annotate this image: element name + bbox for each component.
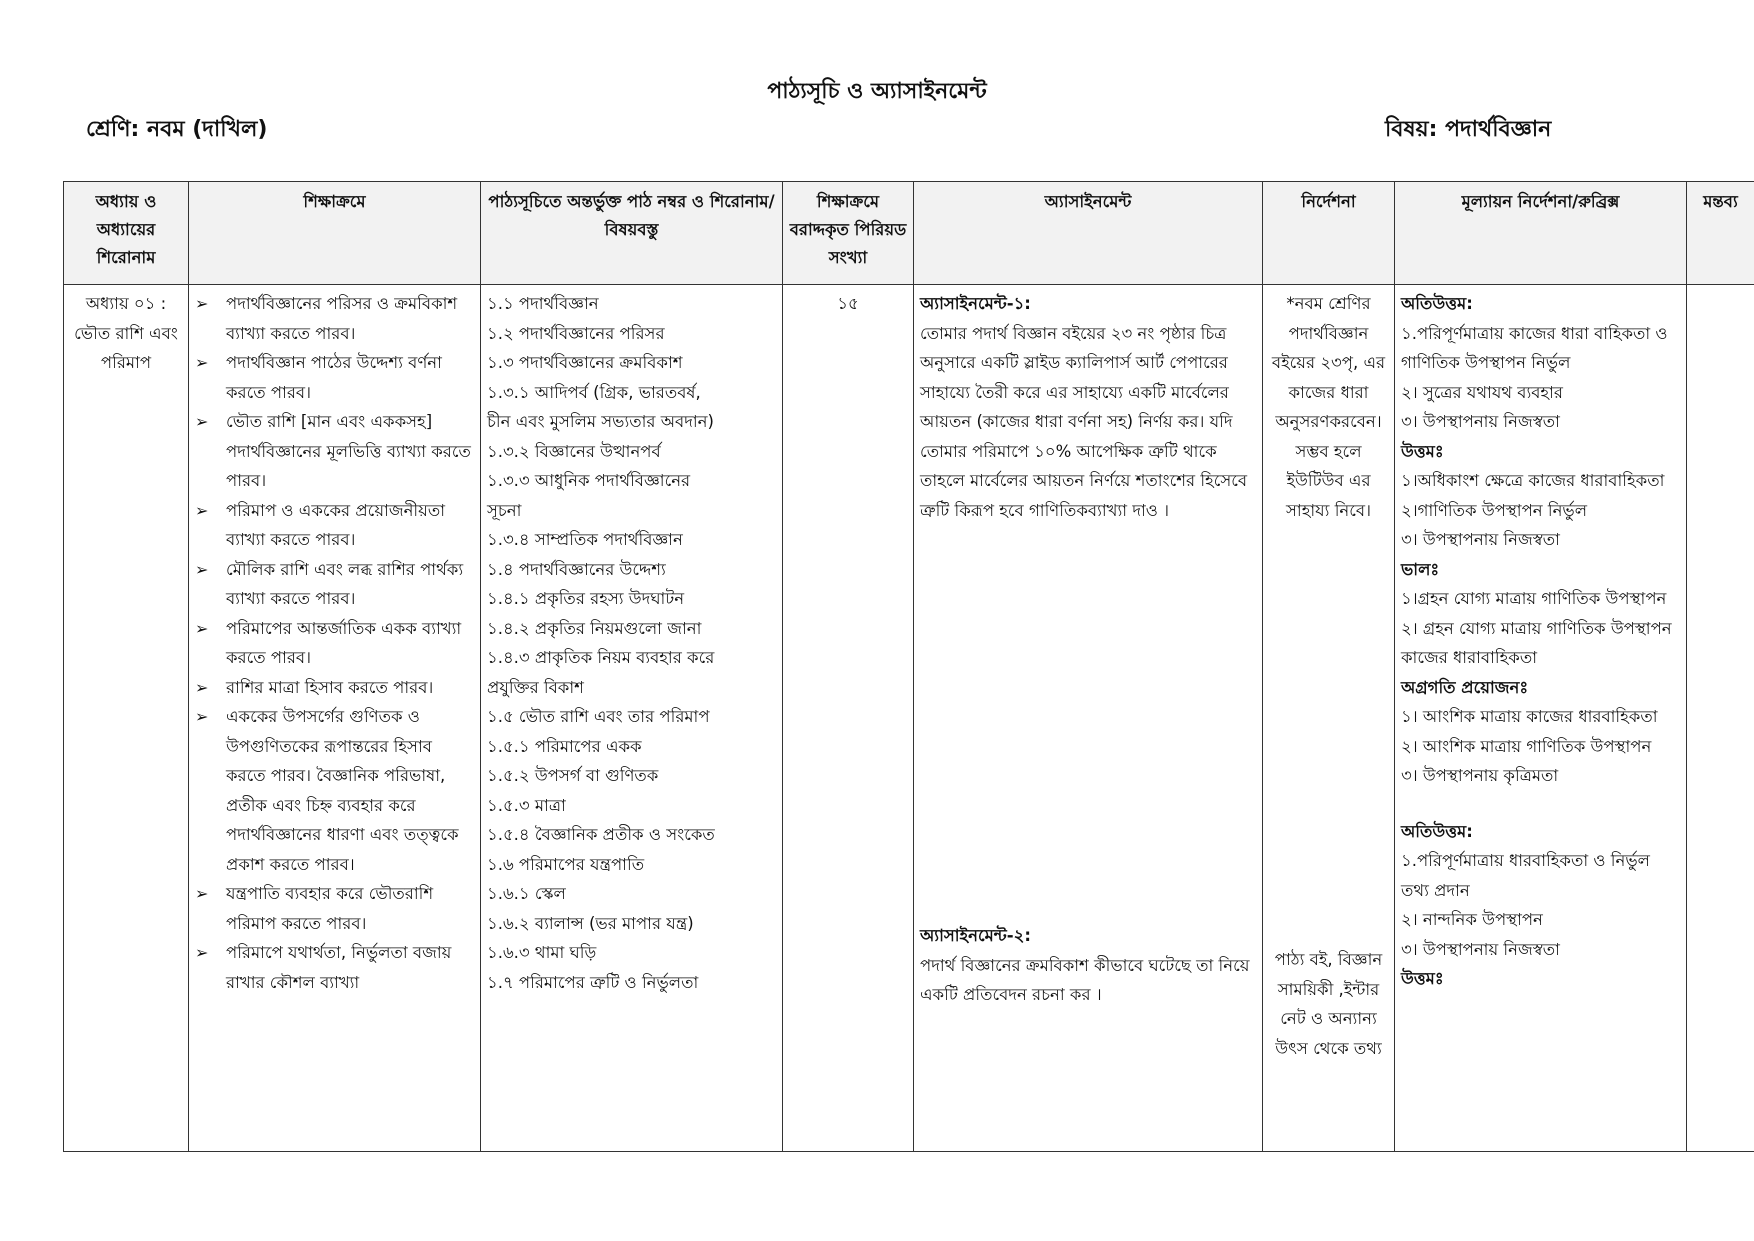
list-item: প্রযুক্তির বিকাশ: [487, 677, 584, 697]
list-item: [195, 702, 474, 879]
rubric-item: ৩। উপস্থাপনায় নিজস্বতা: [1401, 412, 1560, 431]
outcome-text: এককের উপসর্গের গুণিতক ও উপগুণিতকের রূপান্তরের হিসাব করতে পারব। বৈজ্ঞানিক পরিভাষা, প্রতীক এবং চিহ্ন ব্যবহার করে পদার্থবিজ্ঞানের ধারণা এবং তত্ত্বকে প্রকাশ করতে পারব।: [226, 707, 459, 874]
arrow-bullet-icon: ➢: [195, 677, 209, 697]
arrow-bullet-icon: ➢: [195, 707, 209, 726]
outcome-text: পদার্থবিজ্ঞানের পরিসর ও ক্রমবিকাশ ব্যাখ্যা করতে পারব।: [226, 294, 458, 343]
rubric-cell: [1395, 285, 1687, 1152]
rubric-item: ১। আংশিক মাত্রায় কাজের ধারবাহিকতা: [1401, 707, 1658, 726]
outcome-text: রাশির মাত্রা হিসাব করতে পারব।: [226, 677, 434, 697]
list-item: ১.৫.১ পরিমাপের একক: [487, 736, 642, 756]
outcome-text: পরিমাপে যথার্থতা, নির্ভুলতা বজায় রাখার কৌশল ব্যাখ্যা: [226, 943, 452, 992]
spacer: [920, 525, 1256, 921]
rubric-item: ২। নান্দনিক উপস্থাপন: [1401, 910, 1543, 929]
header-remarks: মন্তব্য: [1687, 182, 1754, 285]
arrow-bullet-icon: ➢: [195, 294, 209, 313]
list-item: [195, 407, 474, 496]
outcome-text: পরিমাপের আন্তর্জাতিক একক ব্যাখ্যা করতে পারব।: [226, 618, 462, 667]
periods-cell: [783, 285, 914, 1152]
rubric-item: ২। সুত্রের যথাযথ ব্যবহার: [1401, 382, 1563, 402]
assignment-1-title: অ্যাসাইনমেন্ট-১:: [920, 294, 1031, 313]
assignment-1-text: তোমার পদার্থ বিজ্ঞান বইয়ের ২৩ নং পৃষ্ঠার চিত্র অনুসারে একটি স্লাইড ক্যালিপার্স আর্ট পেপারের সাহায্যে তৈরী করে এর সাহায্যে একটি মার্বেলের আয়তন (কাজের ধারা বর্ণনা সহ) নির্ণয় কর। যদি তোমার পরিমাপে ১০% আপেক্ষিক ত্রুটি থাকে তাহলে মার্বেলের আয়তন নির্ণয়ে শতাংশের হিসেবে ত্রুটি কিরূপ হবে গাণিতিকব্যাখ্যা দাও ।: [920, 323, 1248, 520]
outcomes-list: [195, 289, 474, 997]
page-title: পাঠ্যসূচি ও অ্যাসাইনমেন্ট: [767, 79, 987, 104]
subject-label: বিষয়: পদার্থবিজ্ঞান: [1385, 117, 1552, 142]
assignment-2-text: পদার্থ বিজ্ঞানের ক্রমবিকাশ কীভাবে ঘটেছে তা নিয়ে একটি প্রতিবেদন রচনা কর ।: [920, 955, 1250, 1004]
list-item: ১.৩.২ বিজ্ঞানের উত্থানপর্ব: [487, 441, 661, 461]
list-item: ১.২ পদার্থবিজ্ঞানের পরিসর: [487, 323, 665, 343]
chapter-title: অধ্যায় ০১ : ভৌত রাশি এবং পরিমাপ: [74, 294, 178, 372]
list-item: ১.৫.২ উপসর্গ বা গুণিতক: [487, 766, 659, 785]
table-row: [64, 285, 1754, 1152]
list-item: [195, 555, 474, 614]
list-item: ১.৩.৩ আধুনিক পদার্থবিজ্ঞানের: [487, 471, 691, 490]
list-item: ১.৩.৪ সাম্প্রতিক পদার্থবিজ্ঞান: [487, 530, 683, 549]
arrow-bullet-icon: ➢: [195, 943, 209, 962]
list-item: [195, 289, 474, 348]
rubric-grade: উত্তমঃ: [1401, 969, 1444, 988]
header-instruction: নির্দেশনা: [1263, 182, 1395, 285]
table-header-row: [64, 182, 1754, 285]
list-item: [195, 614, 474, 673]
outcome-text: মৌলিক রাশি এবং লব্ধ রাশির পার্থক্য ব্যাখ্যা করতে পারব।: [226, 559, 464, 608]
rubric-item: ১।অধিকাংশ ক্ষেত্রে কাজের ধারাবাহিকতা: [1401, 471, 1665, 490]
arrow-bullet-icon: ➢: [195, 884, 209, 903]
arrow-bullet-icon: ➢: [195, 353, 209, 372]
rubric-item: ২। গ্রহন যোগ্য মাত্রায় গাণিতিক উপস্থাপন কাজের ধারাবাহিকতা: [1401, 618, 1672, 667]
assignment-cell: [914, 285, 1263, 1152]
rubric-item: ১।গ্রহন যোগ্য মাত্রায় গাণিতিক উপস্থাপন: [1401, 589, 1667, 608]
rubric-item: ৩। উপস্থাপনায় কৃত্রিমতা: [1401, 766, 1559, 785]
list-item: [195, 496, 474, 555]
rubric-item: ১.পরিপূর্ণমাত্রায় ধারবাহিকতা ও নির্ভুল তথ্য প্রদান: [1401, 851, 1650, 900]
list-item: ১.৫.৪ বৈজ্ঞানিক প্রতীক ও সংকেত: [487, 825, 715, 844]
header-periods: শিক্ষাক্রমে বরাদ্দকৃত পিরিয়ড সংখ্যা: [783, 182, 914, 285]
rubric-grade: অগ্রগতি প্রয়োজনঃ: [1401, 677, 1529, 697]
list-item: ১.৬.৩ থামা ঘড়ি: [487, 943, 597, 962]
list-item: ১.৩.১ আদিপর্ব (গ্রিক, ভারতবর্ষ,: [487, 382, 701, 402]
header-chapter: অধ্যায় ও অধ্যায়ের শিরোনাম: [64, 182, 189, 285]
contents-cell: [481, 285, 783, 1152]
header-assignment: অ্যাসাইনমেন্ট: [914, 182, 1263, 285]
list-item: ১.৪.৩ প্রাকৃতিক নিয়ম ব্যবহার করে: [487, 648, 715, 667]
list-item: [195, 348, 474, 407]
list-item: ১.৪ পদার্থবিজ্ঞানের উদ্দেশ্য: [487, 559, 666, 579]
rubric-grade: অতিউত্তম:: [1401, 294, 1473, 313]
outcomes-cell: [189, 285, 481, 1152]
list-item: সূচনা: [487, 500, 522, 520]
rubric-grade: অতিউত্তম:: [1401, 821, 1473, 841]
rubric-grade: উত্তমঃ: [1401, 441, 1444, 461]
syllabus-table: [63, 181, 1754, 1152]
outcome-text: পদার্থবিজ্ঞান পাঠের উদ্দেশ্য বর্ণনা করতে পারব।: [226, 353, 442, 402]
class-label: শ্রেণি: নবম (দাখিল): [86, 117, 268, 142]
list-item: ১.৩ পদার্থবিজ্ঞানের ক্রমবিকাশ: [487, 353, 683, 372]
list-item: ১.৫ ভৌত রাশি এবং তার পরিমাপ: [487, 707, 710, 726]
list-item: চীন এবং মুসলিম সভ্যতার অবদান): [487, 412, 714, 431]
outcome-text: পরিমাপ ও এককের প্রয়োজনীয়তা ব্যাখ্যা করতে পারব।: [226, 500, 446, 549]
rubric-item: ২।গাণিতিক উপস্থাপন নির্ভুল: [1401, 500, 1588, 520]
list-item: [195, 673, 474, 703]
chapter-cell: [64, 285, 189, 1152]
period-count: ১৫: [837, 294, 859, 313]
rubric-item: ২। আংশিক মাত্রায় গাণিতিক উপস্থাপন: [1401, 736, 1652, 756]
spacer: [1401, 791, 1680, 817]
instruction-1: *নবম শ্রেণির পদার্থবিজ্ঞান বইয়ের ২৩পৃ, এর কাজের ধারা অনুসরণকরবেন।সম্ভব হলে ইউটিউব এর সাহায্য নিবে।: [1271, 294, 1386, 520]
header-curriculum: শিক্ষাক্রমে: [189, 182, 481, 285]
instruction-cell: [1263, 285, 1395, 1152]
spacer: [1269, 525, 1388, 945]
list-item: ১.৬.২ ব্যালান্স (ভর মাপার যন্ত্র): [487, 913, 694, 933]
header-rubrics: মূল্যায়ন নির্দেশনা/রুব্রিক্স: [1395, 182, 1687, 285]
rubric-item: ৩। উপস্থাপনায় নিজস্বতা: [1401, 530, 1560, 549]
arrow-bullet-icon: ➢: [195, 559, 209, 579]
outcome-text: যন্ত্রপাতি ব্যবহার করে ভৌতরাশি পরিমাপ করতে পারব।: [226, 884, 434, 933]
list-item: ১.১ পদার্থবিজ্ঞান: [487, 294, 599, 313]
list-item: [195, 938, 474, 997]
list-item: ১.৫.৩ মাত্রা: [487, 795, 566, 815]
rubric-item: ৩। উপস্থাপনায় নিজস্বতা: [1401, 939, 1560, 959]
list-item: ১.৪.২ প্রকৃতির নিয়মগুলো জানা: [487, 618, 702, 638]
list-item: ১.৪.১ প্রকৃতির রহস্য উদঘাটন: [487, 589, 685, 608]
rubric-grade: ভালঃ: [1401, 559, 1440, 579]
arrow-bullet-icon: ➢: [195, 500, 209, 520]
instruction-2: পাঠ্য বই, বিজ্ঞান সাময়িকী ,ইন্টার নেট ও অন্যান্য উৎস থেকে তথ্য: [1274, 950, 1383, 1058]
list-item: ১.৭ পরিমাপের ত্রুটি ও নির্ভুলতা: [487, 972, 699, 992]
rubric-item: ১.পরিপূর্ণমাত্রায় কাজের ধারা বাহিকতা ও গাণিতিক উপস্থাপন নির্ভুল: [1401, 323, 1668, 372]
remarks-cell: [1687, 285, 1754, 1152]
assignment-2-title: অ্যাসাইনমেন্ট-২:: [920, 926, 1031, 945]
list-item: ১.৬ পরিমাপের যন্ত্রপাতি: [487, 854, 645, 874]
arrow-bullet-icon: ➢: [195, 412, 209, 431]
outcome-text: ভৌত রাশি [মান এবং এককসহ] পদার্থবিজ্ঞানের মূলভিত্তি ব্যাখ্যা করতে পারব।: [226, 412, 471, 490]
list-item: [195, 879, 474, 938]
arrow-bullet-icon: ➢: [195, 618, 209, 638]
header-contents: পাঠ্যসূচিতে অন্তর্ভুক্ত পাঠ নম্বর ও শিরোনাম/বিষয়বস্তু: [481, 182, 783, 285]
list-item: ১.৬.১ স্কেল: [487, 884, 566, 903]
